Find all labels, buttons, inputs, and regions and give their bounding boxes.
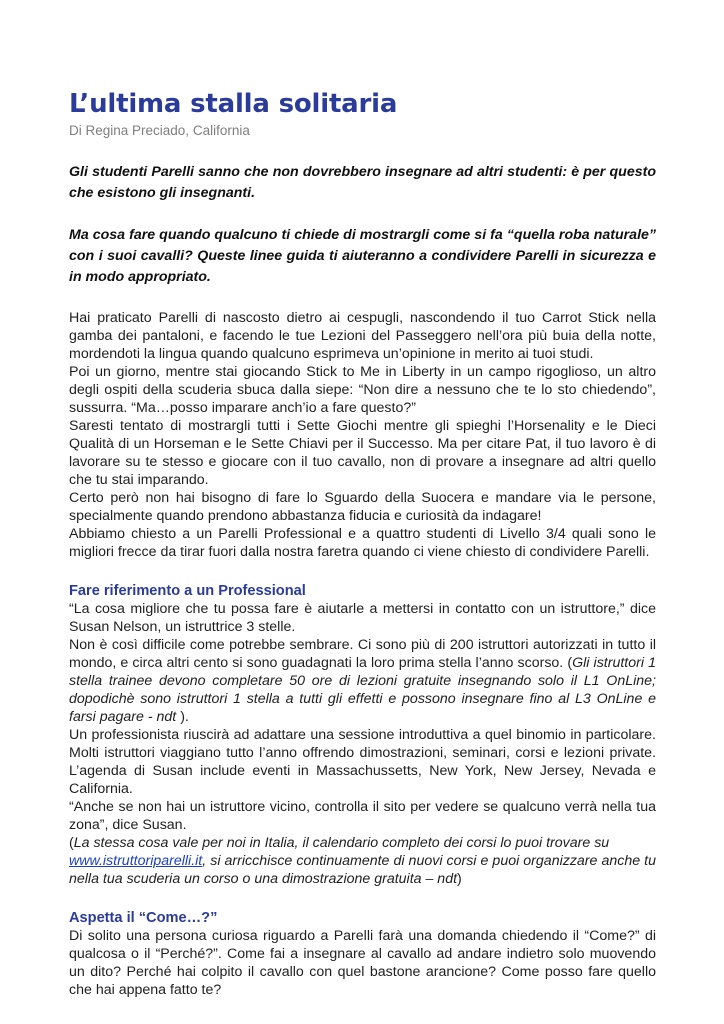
body-paragraph: Hai praticato Parelli di nascosto dietro ai cespugli, nascondendo il tuo Carrot Stick nella gamba dei pantaloni, e facendo le tue Lezioni del Passeggero nell’ora più buia della notte, mordendoti la lingua quando qualcuno esprimeva un’opinione in merito ai tuoi studi. [69, 310, 656, 362]
paragraph-text: ). [176, 709, 189, 725]
body-paragraph: Saresti tentato di mostrargli tutti i Sette Giochi mentre gli spieghi l’Horsenality e le Dieci Qualità di un Horseman e le Sette Chiavi per il Successo. Ma per citare Pat, il tuo lavoro è di lavorare su te stesso e giocare con il tuo cavallo, non di provare a insegnare ad altri quello che tu stai imparando. [69, 418, 656, 488]
lead-paragraph: Ma cosa fare quando qualcuno ti chiede di mostrargli come si fa “quella roba naturale” con i suoi cavalli? Queste linee guida ti aiuteranno a condividere Parelli in sicurezza e in modo appropriato. [69, 227, 656, 285]
body-paragraph [69, 834, 656, 888]
body-paragraph: Poi un giorno, mentre stai giocando Stick to Me in Liberty in un campo rigoglioso, un altro degli ospiti della scuderia sbuca dalla siepe: “Non dire a nessuno che te lo sto chiedendo”, sussurra. “Ma…posso imparare anch’io a fare questo?” [69, 364, 656, 416]
body-paragraph: “Anche se non hai un istruttore vicino, controlla il sito per vedere se qualcuno verrà nella tua zona”, dice Susan. [69, 799, 656, 833]
body-paragraph: Di solito una persona curiosa riguardo a Parelli farà una domanda chiedendo il “Come?” di qualcosa o il “Perché?”. Come fai a insegnare al cavallo ad andare indietro solo muovendo un dito? Perché hai colpito il cavallo con quel bastone arancione? Come posso fare quello che hai appena fatto te? [69, 928, 656, 998]
byline: Di Regina Preciado, California [69, 123, 250, 138]
body-paragraph [69, 636, 656, 726]
article [69, 86, 656, 999]
body-paragraph: Abbiamo chiesto a un Parelli Professional e a quattro studenti di Livello 3/4 quali sono le migliori frecce da tirar fuori dalla nostra faretra quando ci viene chiesto di condividere Parelli. [69, 526, 656, 560]
section-heading-come: Aspetta il “Come…?” [69, 910, 218, 926]
translator-note: , si arricchisce continuamente di nuovi corsi e puoi organizzare anche tu nella tua scuderia un corso o una dimostrazione gratuita – ndt [69, 853, 656, 887]
paragraph-text: Non è così difficile come potrebbe sembrare. Ci sono più di 200 istruttori autorizzati in tutto il mondo, e circa altri cento si sono guadagnati la loro prima stella l’anno scorso. ( [69, 637, 656, 671]
body-paragraph: Certo però non hai bisogno di fare lo Sguardo della Suocera e mandare via le persone, specialmente quando prendono abbastanza fiducia e curiosità da indagare! [69, 490, 656, 524]
paragraph-text: ( [69, 835, 74, 851]
section-heading-professional: Fare riferimento a un Professional [69, 583, 306, 599]
translator-note: La stessa cosa vale per noi in Italia, il calendario completo dei corsi lo puoi trovare su [73, 835, 610, 851]
body-paragraph: Un professionista riuscirà ad adattare una sessione introduttiva a quel binomio in particolare. Molti istruttori viaggiano tutto l’anno offrendo dimostrazioni, seminari, corsi e lezioni private. L’agenda di Susan include eventi in Massachussetts, New York, New Jersey, Nevada e California. [69, 727, 656, 797]
article-title: L’ultima stalla solitaria [69, 89, 398, 119]
istruttori-website-link[interactable]: www.istruttoriparelli.it [69, 853, 203, 869]
intro-section [69, 309, 656, 561]
paragraph-text: ) [457, 871, 462, 887]
body-paragraph: “La cosa migliore che tu possa fare è aiutarle a mettersi in contatto con un istruttore,” dice Susan Nelson, un istruttrice 3 stelle. [69, 601, 656, 635]
translator-note: Gli istruttori 1 stella trainee devono completare 50 ore di lezioni gratuite insegnando solo il L1 OnLine; dopodichè sono istruttori 1 stella a tutti gli effetti e possono insegnare fino al L3 OnLine e farsi pagare - ndt [69, 655, 656, 725]
lead-paragraph: Gli studenti Parelli sanno che non dovrebbero insegnare ad altri studenti: è per questo che esistono gli insegnanti. [69, 164, 656, 201]
